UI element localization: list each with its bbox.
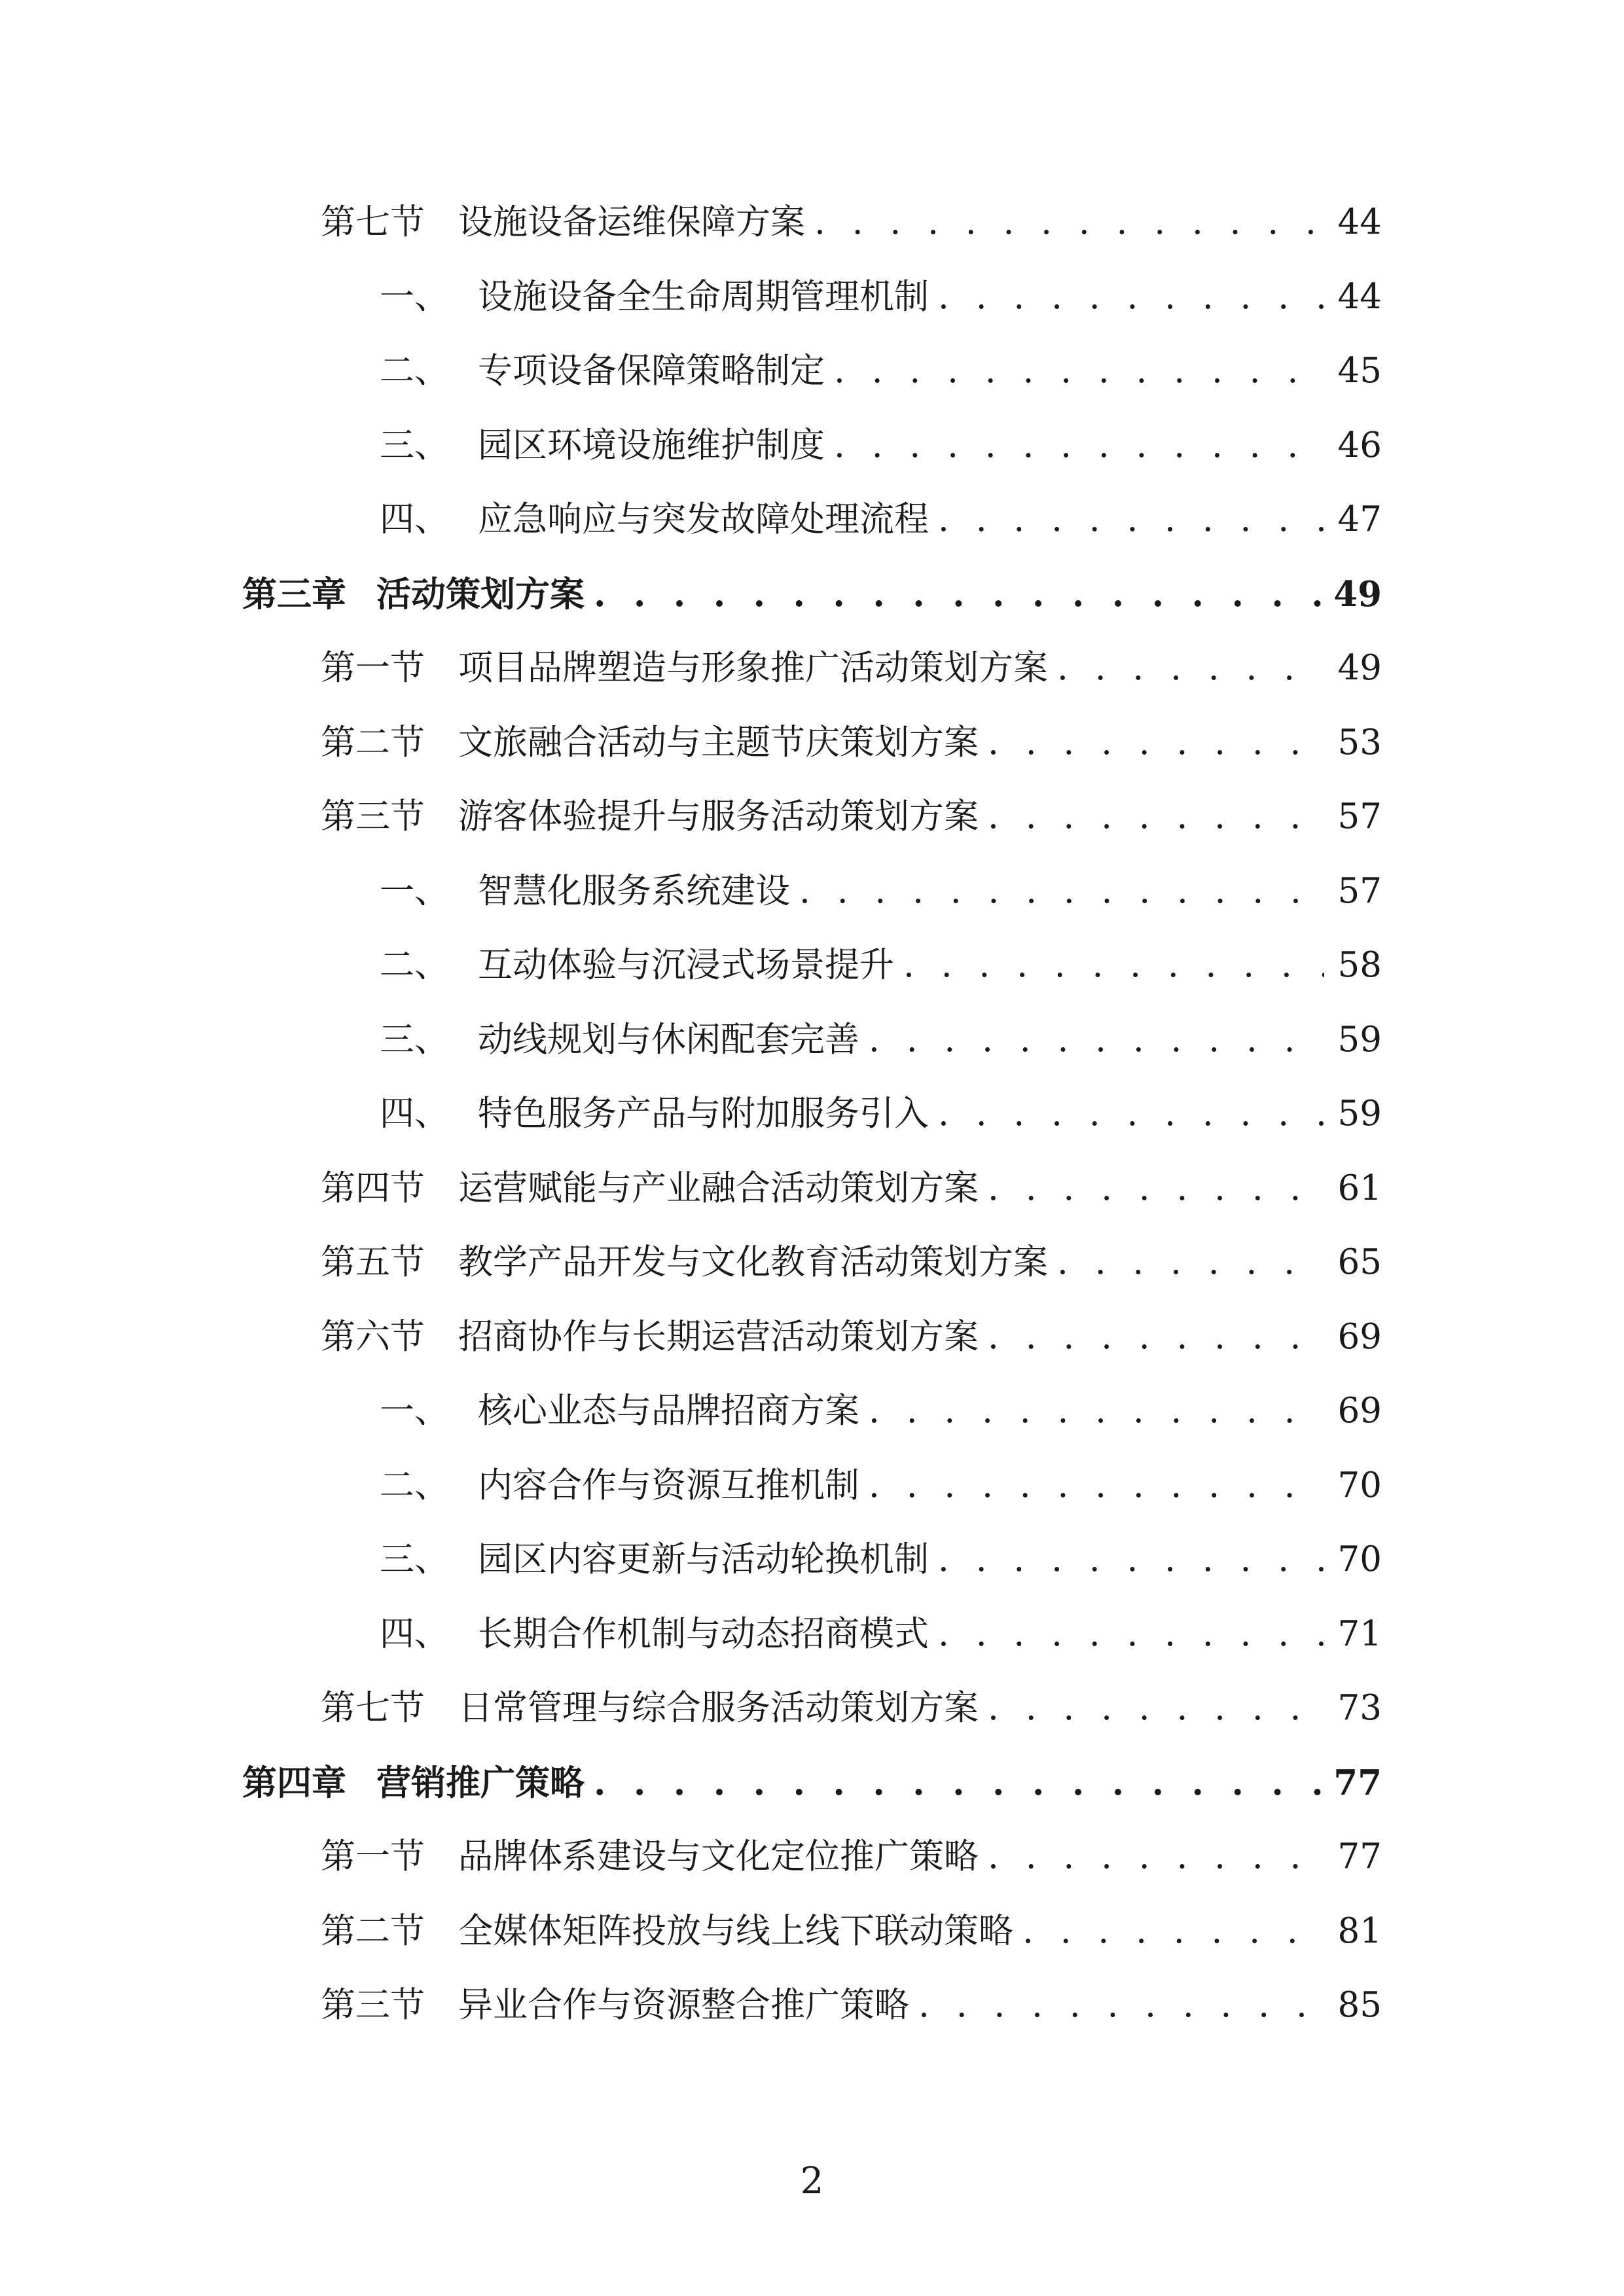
toc-entry-title: 运营赋能与产业融合活动策划方案 (458, 1168, 979, 1208)
toc-entry-title: 园区内容更新与活动轮换机制 (478, 1539, 929, 1579)
toc-entry[interactable] (321, 1831, 1382, 1883)
dot-leader (918, 1979, 1324, 2032)
toc-entry-title: 异业合作与资源整合推广策略 (458, 1985, 909, 2025)
toc-entry[interactable] (380, 1534, 1382, 1586)
dot-leader (1057, 1236, 1324, 1289)
dot-leader (903, 939, 1324, 992)
dot-leader (814, 196, 1324, 249)
toc-entry-page: 61 (1337, 1168, 1382, 1208)
toc-entry-page: 44 (1337, 277, 1382, 317)
toc-entry[interactable] (321, 1682, 1382, 1734)
toc-entry[interactable] (380, 1014, 1382, 1066)
toc-entry-prefix: 第三节 (321, 797, 425, 836)
dot-leader (799, 865, 1324, 918)
toc-entry-prefix: 四、 (380, 499, 449, 539)
toc-entry-title: 项目品牌塑造与形象推广活动策划方案 (458, 648, 1048, 688)
toc-entry[interactable] (380, 271, 1382, 323)
toc-entry[interactable] (380, 1608, 1382, 1660)
toc-entry-prefix: 三、 (380, 1020, 449, 1060)
toc-entry-title: 教学产品开发与文化教育活动策划方案 (458, 1242, 1048, 1282)
toc-entry[interactable] (321, 1236, 1382, 1289)
toc-entry-prefix: 第一节 (321, 1837, 425, 1876)
toc-entry-prefix: 一、 (380, 871, 449, 911)
toc-entry[interactable] (380, 345, 1382, 397)
dot-leader (938, 1534, 1324, 1586)
toc-entry-title: 长期合作机制与动态招商模式 (478, 1614, 929, 1654)
dot-leader (938, 271, 1324, 323)
toc-entry-page: 59 (1337, 1094, 1382, 1134)
toc-entry-prefix: 一、 (380, 1391, 449, 1431)
toc-entry-title: 特色服务产品与附加服务引入 (478, 1094, 929, 1134)
toc-entry-prefix: 第三节 (321, 1985, 425, 2025)
toc-entry[interactable] (242, 568, 1382, 620)
toc-entry-prefix: 三、 (380, 1539, 449, 1579)
toc-entry[interactable] (380, 1088, 1382, 1140)
toc-entry-title: 品牌体系建设与文化定位推广策略 (458, 1837, 979, 1876)
dot-leader (834, 420, 1324, 472)
toc-entry[interactable] (321, 1905, 1382, 1958)
toc-entry-title: 招商协作与长期运营活动策划方案 (458, 1317, 979, 1357)
toc-entry-prefix: 二、 (380, 945, 449, 985)
toc-entry-prefix: 第四章 (242, 1763, 346, 1803)
toc-entry-page: 49 (1337, 648, 1382, 688)
toc-entry-prefix: 四、 (380, 1094, 449, 1134)
toc-entry-page: 70 (1337, 1465, 1382, 1505)
toc-entry[interactable] (321, 1979, 1382, 2032)
toc-entry-prefix: 四、 (380, 1614, 449, 1654)
toc-entry-page: 85 (1337, 1985, 1382, 2025)
dot-leader (1022, 1905, 1324, 1958)
dot-leader (988, 1311, 1324, 1363)
toc-entry-prefix: 第六节 (321, 1317, 425, 1357)
toc-entry[interactable] (380, 493, 1382, 546)
toc-entry[interactable] (380, 420, 1382, 472)
toc-entry-title: 动线规划与休闲配套完善 (478, 1020, 859, 1060)
dot-leader (869, 1460, 1324, 1512)
toc-entry-page: 49 (1333, 574, 1382, 615)
dot-leader (988, 717, 1324, 769)
dot-leader (988, 1682, 1324, 1734)
toc-entry-prefix: 第四节 (321, 1168, 425, 1208)
toc-entry-title: 设施设备全生命周期管理机制 (478, 277, 929, 317)
toc-entry-title: 园区环境设施维护制度 (478, 425, 825, 465)
dot-leader (938, 493, 1324, 546)
toc-entry-prefix: 第一节 (321, 648, 425, 688)
toc-entry-title: 游客体验提升与服务活动策划方案 (458, 797, 979, 836)
toc-entry-title: 设施设备运维保障方案 (458, 202, 805, 242)
toc-entry-page: 70 (1337, 1539, 1382, 1579)
toc-entry-page: 73 (1337, 1688, 1382, 1728)
toc-entry-page: 45 (1337, 351, 1382, 391)
toc-entry[interactable] (380, 1460, 1382, 1512)
toc-entry-page: 69 (1337, 1391, 1382, 1431)
toc-entry[interactable] (321, 196, 1382, 249)
toc-entry-title: 内容合作与资源互推机制 (478, 1465, 859, 1505)
dot-leader (594, 1757, 1322, 1809)
toc-entry-prefix: 三、 (380, 425, 449, 465)
toc-entry-page: 58 (1337, 945, 1382, 985)
toc-entry-page: 59 (1337, 1020, 1382, 1060)
page-number: 2 (800, 2160, 824, 2202)
toc-entry-prefix: 第二节 (321, 723, 425, 762)
dot-leader (988, 1162, 1324, 1215)
dot-leader (988, 791, 1324, 843)
toc-entry-page: 57 (1337, 797, 1382, 836)
toc-entry-page: 57 (1337, 871, 1382, 911)
dot-leader (938, 1088, 1324, 1140)
toc-entry[interactable] (321, 1162, 1382, 1215)
dot-leader (988, 1831, 1324, 1883)
dot-leader (869, 1014, 1324, 1066)
toc-entry[interactable] (321, 717, 1382, 769)
toc-entry-page: 77 (1337, 1837, 1382, 1876)
toc-entry-page: 46 (1337, 425, 1382, 465)
toc-entry[interactable] (380, 939, 1382, 992)
toc-entry[interactable] (321, 1311, 1382, 1363)
toc-entry-title: 营销推广策略 (376, 1763, 585, 1803)
toc-entry-prefix: 第七节 (321, 202, 425, 242)
toc-entry-page: 69 (1337, 1317, 1382, 1357)
dot-leader (834, 345, 1324, 397)
toc-entry[interactable] (321, 642, 1382, 694)
dot-leader (1057, 642, 1324, 694)
toc-entry-page: 65 (1337, 1242, 1382, 1282)
toc-entry-prefix: 第五节 (321, 1242, 425, 1282)
toc-entry-prefix: 第三章 (242, 574, 346, 615)
toc-entry-title: 核心业态与品牌招商方案 (478, 1391, 859, 1431)
toc-entry-prefix: 第二节 (321, 1911, 425, 1951)
toc-entry-prefix: 第七节 (321, 1688, 425, 1728)
dot-leader (594, 568, 1322, 620)
dot-leader (869, 1385, 1324, 1437)
toc-entry-title: 全媒体矩阵投放与线上线下联动策略 (458, 1911, 1013, 1951)
toc-entry-title: 活动策划方案 (376, 574, 585, 615)
toc-entry-title: 专项设备保障策略制定 (478, 351, 825, 391)
toc-entry-prefix: 二、 (380, 351, 449, 391)
toc-entry-page: 81 (1337, 1911, 1382, 1951)
toc-entry-title: 日常管理与综合服务活动策划方案 (458, 1688, 979, 1728)
toc-entry[interactable] (380, 865, 1382, 918)
toc-entry-title: 智慧化服务系统建设 (478, 871, 790, 911)
toc-entry-page: 44 (1337, 202, 1382, 242)
toc-entry-page: 53 (1337, 723, 1382, 762)
toc-entry-page: 77 (1333, 1763, 1382, 1803)
toc-entry[interactable] (380, 1385, 1382, 1437)
toc-entry-title: 应急响应与突发故障处理流程 (478, 499, 929, 539)
toc-entry[interactable] (242, 1757, 1382, 1809)
toc-entry-title: 互动体验与沉浸式场景提升 (478, 945, 894, 985)
toc-entry-prefix: 一、 (380, 277, 449, 317)
toc-entry-title: 文旅融合活动与主题节庆策划方案 (458, 723, 979, 762)
toc-entry-page: 47 (1337, 499, 1382, 539)
toc-entry-page: 71 (1337, 1614, 1382, 1654)
toc-entry[interactable] (321, 791, 1382, 843)
toc-entry-prefix: 二、 (380, 1465, 449, 1505)
dot-leader (938, 1608, 1324, 1660)
